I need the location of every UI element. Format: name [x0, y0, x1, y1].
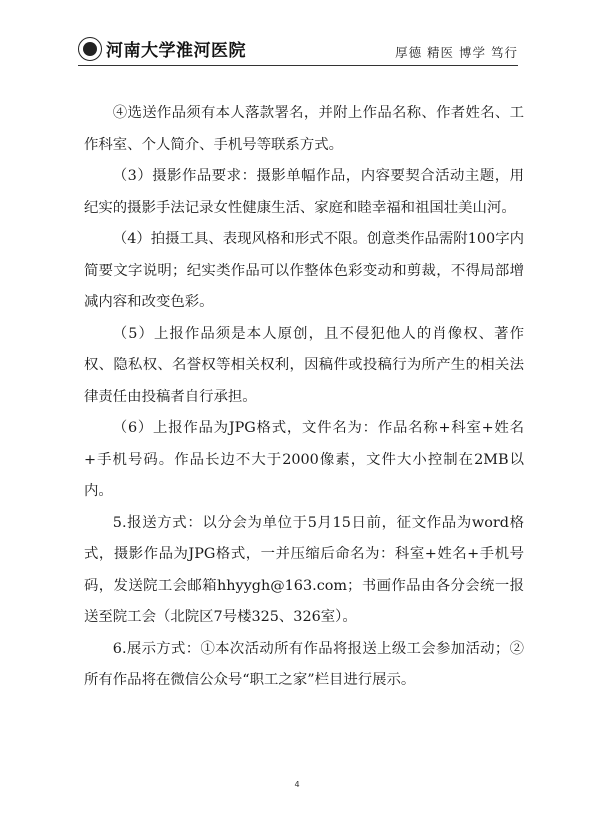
paragraph-originality: （5）上报作品须是本人原创，且不侵犯他人的肖像权、著作权、隐私权、名誉权等相关权利，因稿件或投稿行为所产生的相关法律责任由投稿者自行承担。	[84, 325, 524, 405]
hospital-name: 河南大学淮河医院	[106, 41, 246, 61]
hospital-seal-icon	[78, 37, 102, 61]
page-header	[78, 34, 518, 66]
paragraph-shooting-tools: （4）拍摄工具、表现风格和形式不限。创意类作品需附100字内简要文字说明；纪实类作品可以作整体色彩变动和剪裁，不得局部增减内容和改变色彩。	[84, 231, 524, 310]
page-number: 4	[294, 780, 300, 789]
header-divider	[78, 65, 518, 66]
paragraph-submission-method: 5.报送方式：以分会为单位于5月15日前，征文作品为word格式，摄影作品为JPG格式，一并压缩后命名为：科室+姓名+手机号码，发送院工会邮箱hhyygh@163.com；书画作品由各分会统一报送至院工会（北院区7号楼325、326室）。	[84, 514, 524, 625]
paragraph-file-format: （6）上报作品为JPG格式，文件名为：作品名称+科室+姓名+手机号码。作品长边不大于2000像素，文件大小控制在2MB以内。	[84, 420, 524, 499]
hospital-motto: 厚德 精医 博学 笃行	[395, 45, 518, 60]
document-body	[84, 98, 524, 697]
paragraph-display-method: 6.展示方式：①本次活动所有作品将报送上级工会参加活动；②所有作品将在微信公众号“职工之家”栏目进行展示。	[84, 640, 524, 688]
paragraph-submission-signature: ④选送作品须有本人落款署名，并附上作品名称、作者姓名、工作科室、个人简介、手机号等联系方式。	[84, 105, 524, 153]
paragraph-photo-requirements: （3）摄影作品要求：摄影单幅作品，内容要契合活动主题，用纪实的摄影手法记录女性健康生活、家庭和睦幸福和祖国壮美山河。	[84, 168, 524, 216]
hospital-logo	[78, 36, 246, 61]
